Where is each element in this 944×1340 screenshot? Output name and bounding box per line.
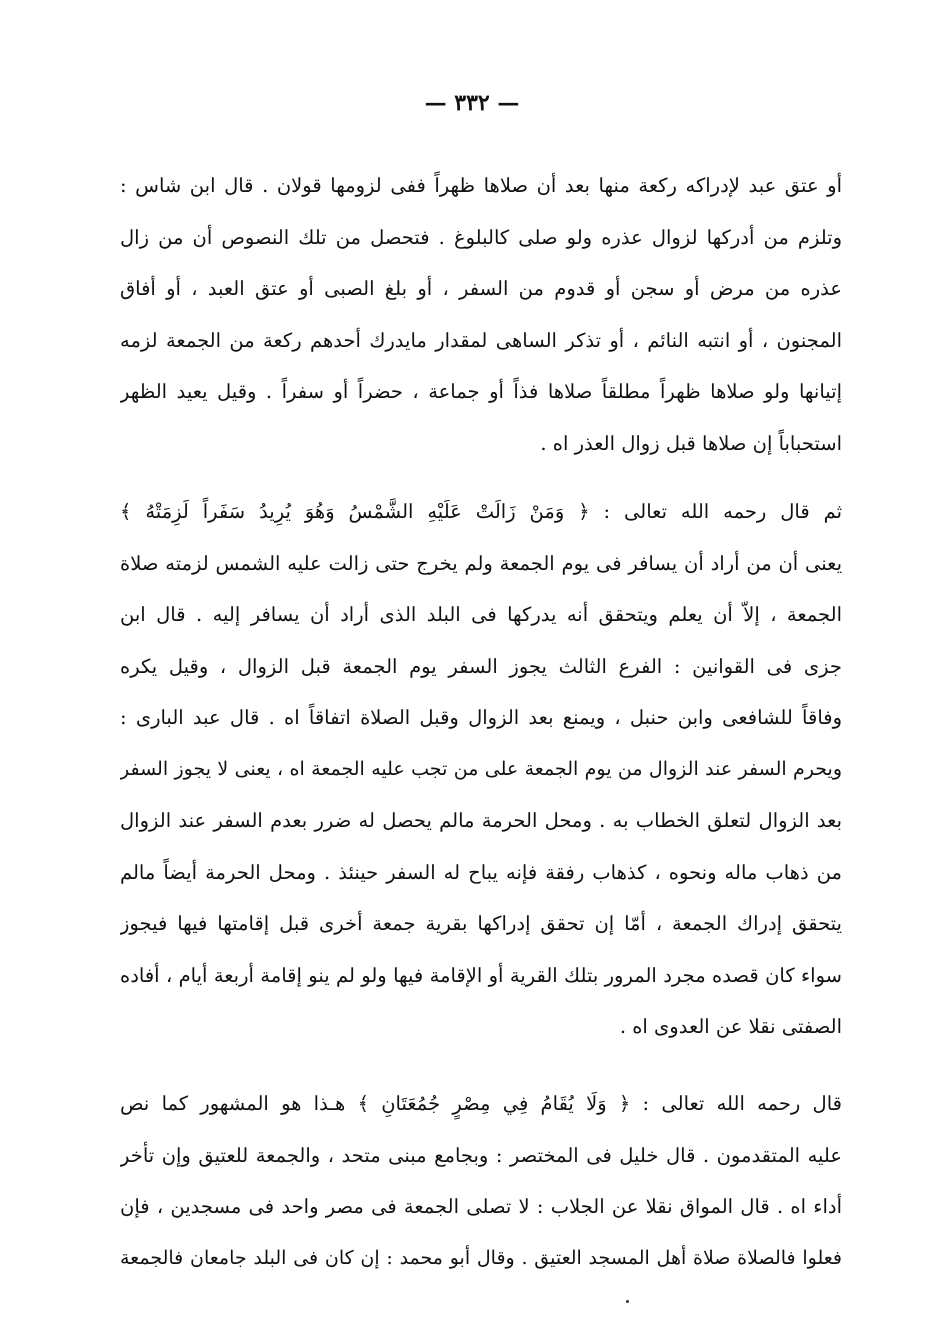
paragraph-1 — [120, 160, 842, 469]
text-line: عليه المتقدمون . قال خليل فى المختصر : وبجامع مبنى متحد ، والجمعة للعتيق وإن تأخر — [120, 1143, 842, 1167]
text-line: ثم قال رحمه الله تعالى : ﴿ وَمَنْ زَالَتْ عَلَيْهِ الشَّمْسُ وَهُوَ يُرِيدُ سَفَراً لَزِمَتْهُ ﴾ — [120, 500, 842, 523]
text-line: من ذهاب ماله ونحوه ، كذهاب رفقة فإنه يباح له السفر حينئذ . ومحل الحرمة أيضاً مالم — [120, 860, 842, 884]
text-line: الصفتى نقلا عن العدوى اه . — [619, 1015, 842, 1038]
text-line: إتيانها ولو صلاها ظهراً مطلقاً صلاها فذاً أو جماعة ، حضراً أو سفراً . وقيل يعيد الظهر — [120, 380, 842, 403]
text-line: وفاقاً للشافعى وابن حنبل ، ويمنع بعد الزوال وقبل الصلاة اتفاقاً اه . قال عبد البارى : — [120, 706, 842, 729]
text-line: سواء كان قصده مجرد المرور بتلك القرية أو الإقامة فيها ولو لم ينو إقامة أربعة أيام ، أفاده — [120, 963, 842, 987]
text-line: أو عتق عبد لإدراكه ركعة منها بعد أن صلاها ظهراً ففى لزومها قولان . قال ابن شاس : — [120, 174, 842, 197]
paragraph-2 — [120, 486, 842, 1053]
text-line: يعنى أن من أراد أن يسافر فى يوم الجمعة ولم يخرج حتى زالت عليه الشمس لزمته صلاة — [120, 551, 842, 575]
page-number: — ٣٣٢ — — [424, 90, 520, 116]
text-line: يتحقق إدراك الجمعة ، أمّا إن تحقق إدراكها بقرية جمعة أخرى قبل إقامتها فيها فيجوز — [120, 912, 842, 935]
text-line: جزى فى القوانين : الفرع الثالث يجوز السفر يوم الجمعة قبل الزوال ، وقيل يكره — [120, 654, 842, 678]
text-line: ويحرم السفر عند الزوال من يوم الجمعة على من تجب عليه الجمعة اه ، يعنى لا يجوز السفر — [120, 757, 842, 780]
text-line: المجنون ، أو انتبه النائم ، أو تذكر الساهى لمقدار مايدرك أحدهم ركعة من الجمعة لزمه — [120, 328, 842, 352]
text-line: أداء اه . قال المواق نقلا عن الجلاب : لا تصلى الجمعة فى مصر واحد فى مسجدين ، فإن — [120, 1195, 842, 1218]
text-line: قال رحمه الله تعالى : ﴿ وَلَا يُقَامُ فِي مِصْرٍ جُمُعَتَانِ ﴾ هـذا هو المشهور كما نص — [120, 1092, 842, 1115]
text-line: فعلوا فالصلاة صلاة أهل المسجد العتيق . وقال أبو محمد : إن كان فى البلد جامعان فالجمعة — [120, 1246, 842, 1269]
text-line: عذره من مرض أو سجن أو قدوم من السفر ، أو بلغ الصبى أو عتق العبد ، أو أفاق — [120, 277, 842, 300]
paragraph-3 — [120, 1078, 842, 1284]
text-line: استحباباً إن صلاها قبل زوال العذر اه . — [540, 431, 842, 455]
text-line: بعد الزوال لتعلق الخطاب به . ومحل الحرمة مالم يحصل له ضرر بعدم السفر عند الزوال — [120, 809, 842, 832]
text-line: وتلزم من أدركها لزوال عذره ولو صلى كالبلوغ . فتحصل من تلك النصوص أن من زال — [120, 225, 842, 249]
text-line: الجمعة ، إلاّ أن يعلم ويتحقق أنه يدركها فى البلد الذى أراد أن يسافر إليه . قال ابن — [120, 603, 842, 626]
ink-dot — [626, 1300, 629, 1303]
